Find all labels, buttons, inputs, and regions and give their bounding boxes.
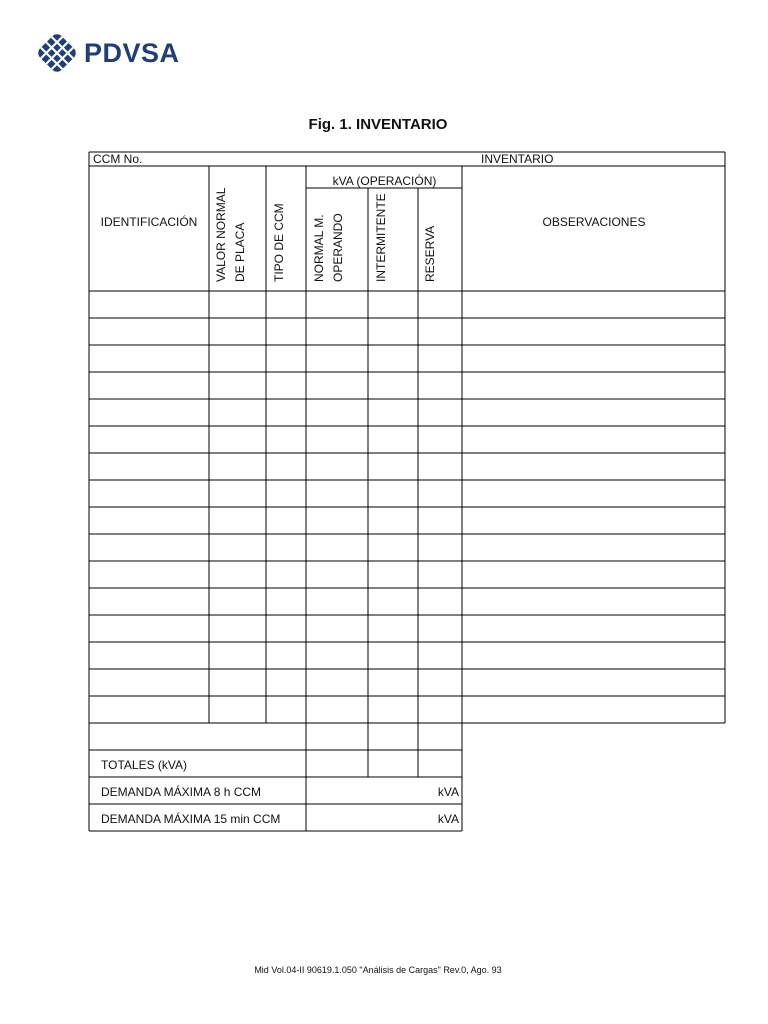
kva-group-header: kVA (OPERACIÓN) bbox=[332, 174, 437, 188]
normal-line1: NORMAL M. bbox=[312, 214, 326, 282]
valor-normal-line1: VALOR NORMAL bbox=[214, 187, 228, 282]
column-header-valor-normal bbox=[212, 186, 250, 282]
intermitente-label: INTERMITENTE bbox=[374, 193, 388, 282]
valor-normal-line2: DE PLACA bbox=[233, 222, 247, 282]
demanda-8h-unit: kVA bbox=[437, 785, 459, 799]
reserva-label: RESERVA bbox=[423, 225, 437, 282]
normal-line2: OPERANDO bbox=[331, 213, 345, 282]
figure-title: Fig. 1. INVENTARIO bbox=[308, 116, 448, 133]
ccm-no-label: CCM No. bbox=[93, 152, 143, 166]
column-header-identificacion: IDENTIFICACIÓN bbox=[100, 215, 198, 229]
column-header-normal-operando bbox=[310, 200, 348, 282]
demanda-15m-label: DEMANDA MÁXIMA 15 min CCM bbox=[101, 812, 281, 826]
column-header-intermitente bbox=[372, 190, 391, 282]
brand-name: PDVSA bbox=[84, 37, 180, 68]
demanda-8h-label: DEMANDA MÁXIMA 8 h CCM bbox=[101, 785, 262, 799]
tipo-ccm-label: TIPO DE CCM bbox=[272, 203, 286, 282]
document-footer: Mid Vol.04-II 90619.1.050 "Análisis de Cargas" Rev.0, Ago. 93 bbox=[254, 965, 502, 975]
totals-label: TOTALES (kVA) bbox=[101, 758, 188, 772]
demanda-15m-unit: kVA bbox=[437, 812, 459, 826]
column-header-reserva bbox=[421, 200, 440, 282]
column-header-tipo-ccm bbox=[270, 186, 289, 282]
inventory-label: INVENTARIO bbox=[481, 152, 554, 166]
column-header-observaciones: OBSERVACIONES bbox=[542, 215, 646, 229]
